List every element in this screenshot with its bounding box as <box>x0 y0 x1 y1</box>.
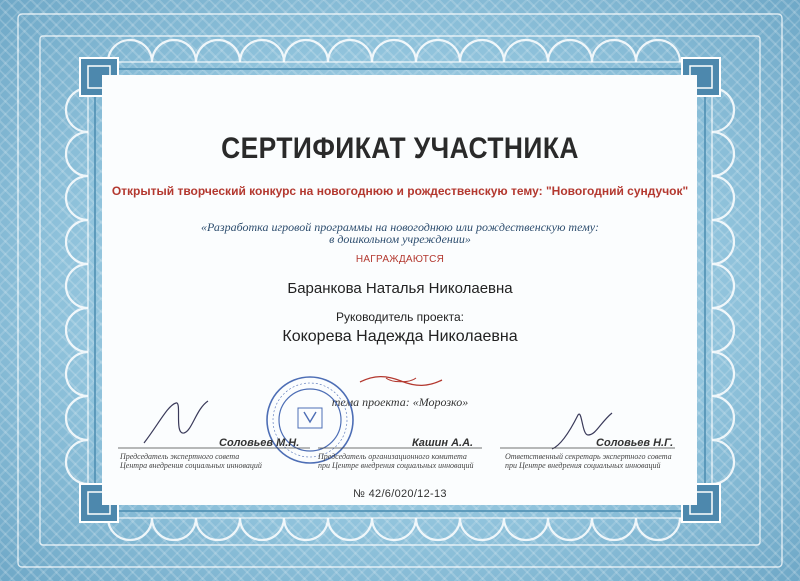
signature-role-3-line-1: Ответственный секретарь экспертного совета <box>505 452 672 461</box>
signature-role-1-line-1: Председатель экспертного совета <box>120 452 240 461</box>
signature-role-3-line-2: при Центре внедрения социальных инноваций <box>505 461 661 470</box>
award-label: НАГРАЖДАЮТСЯ <box>355 254 445 265</box>
contest-subtitle: Открытый творческий конкурс на новогоднюю и рождественскую тему: "Новогодний сундучок" <box>111 184 689 198</box>
leader-label: Руководитель проекта: <box>336 310 464 324</box>
signature-name-3: Соловьев Н.Г. <box>596 437 674 449</box>
signature-role-1 <box>120 452 305 470</box>
leader-name: Кокорева Надежда Николаевна <box>282 328 518 345</box>
signature-name-2: Кашин А.А. <box>412 437 474 449</box>
work-title-line-2: в дошкольном учреждении» <box>329 232 471 246</box>
certificate-title: СЕРТИФИКАТ УЧАСТНИКА <box>221 132 579 165</box>
signature-role-3 <box>505 452 690 470</box>
project-theme: тема проекта: «Морозко» <box>331 395 469 409</box>
participant-name: Баранкова Наталья Николаевна <box>287 280 513 297</box>
signature-role-2-line-2: при Центре внедрения социальных инноваций <box>318 461 474 470</box>
signature-role-1-line-2: Центра внедрения социальных инноваций <box>120 461 262 470</box>
signature-role-2 <box>318 452 503 470</box>
signature-role-2-line-1: Председатель организационного комитета <box>318 452 467 461</box>
signature-name-1: Соловьев М.Н. <box>219 437 300 449</box>
work-title-line-1: «Разработка игровой программы на новогоднюю или рождественскую тему: <box>201 220 599 234</box>
certificate-number: № 42/6/020/12-13 <box>353 488 447 500</box>
